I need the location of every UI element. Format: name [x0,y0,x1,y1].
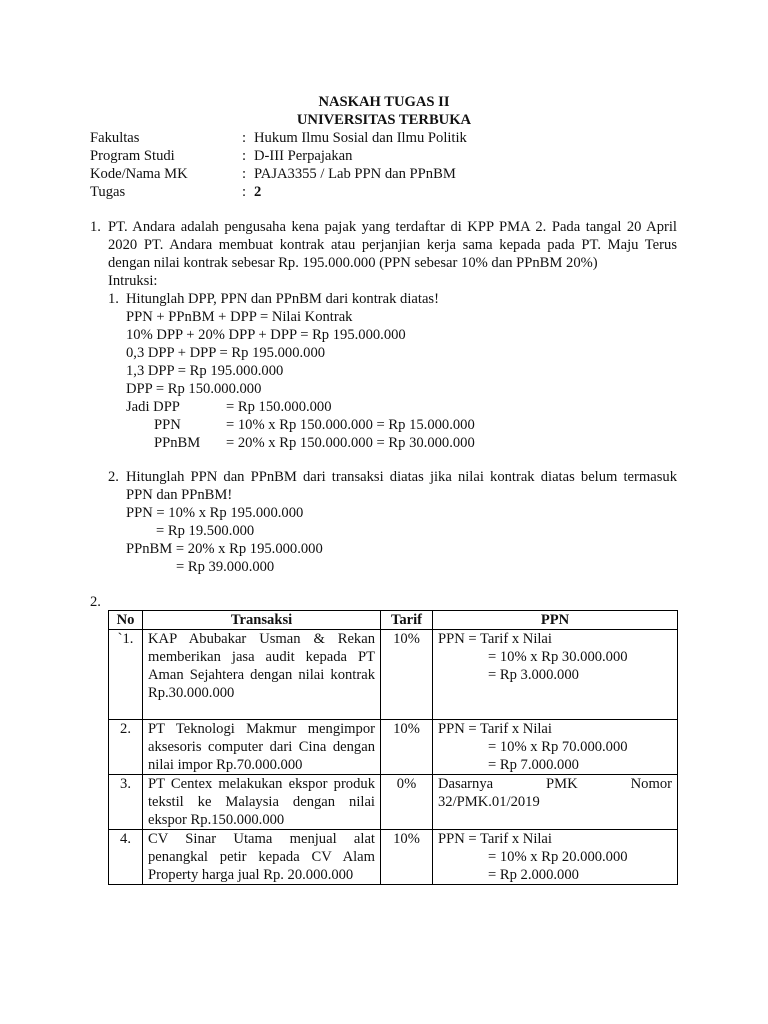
table-row [109,775,678,830]
ppn-basis-word: Nomor [630,776,672,792]
field-value-program-studi: D-III Perpajakan [254,148,353,164]
cell-ppn [433,720,678,775]
calc-line: PPN + PPnBM + DPP = Nilai Kontrak [126,309,353,325]
cell-no: 4. [109,830,143,885]
cell-transaksi: CV Sinar Utama menjual alat penangkal petir kepada CV Alam Property harga jual Rp. 20.000.000 [143,830,381,885]
column-header-tarif: Tarif [381,611,433,630]
cell-tarif: 10% [381,830,433,885]
calc-line: PPnBM = 20% x Rp 195.000.000 [126,541,323,557]
result-label-ppn: PPN [154,417,181,433]
table-header-row [109,611,678,630]
ppn-basis-word: Dasarnya [438,776,494,792]
column-header-ppn: PPN [433,611,678,630]
result-value-ppn: = 10% x Rp 150.000.000 = Rp 15.000.000 [226,417,475,433]
field-label-fakultas: Fakultas [90,130,140,146]
field-label-tugas: Tugas [90,184,126,200]
calc-line: DPP = Rp 150.000.000 [126,381,262,397]
field-colon: : [242,184,247,200]
ppn-line: 32/PMK.01/2019 [438,794,540,810]
sub-question-2-number: 2. [108,469,119,485]
cell-tarif: 10% [381,720,433,775]
question-1-text: PT. Andara adalah pengusaha kena pajak yang terdaftar di KPP PMA 2. Pada tangal 20 April 2020 PT. Andara membuat kontrak atau perjanjian kerja sama kepada pada PT. Maju Terus dengan nilai kontrak sebesar Rp. 195.000.000 (PPN sebesar 10% dan PPnBM 20%) [108,219,677,271]
ppn-line: PPN = Tarif x Nilai [438,721,552,737]
calc-line: = Rp 19.500.000 [156,523,255,539]
field-colon: : [242,130,247,146]
result-value-dpp: = Rp 150.000.000 [226,399,332,415]
cell-no: `1. [109,630,143,720]
ppn-line: PPN = Tarif x Nilai [438,831,552,847]
calc-line: PPN = 10% x Rp 195.000.000 [126,505,304,521]
ppn-line: = Rp 7.000.000 [488,757,579,773]
result-value-ppnbm: = 20% x Rp 150.000.000 = Rp 30.000.000 [226,435,475,451]
calc-line: 0,3 DPP + DPP = Rp 195.000.000 [126,345,326,361]
column-header-transaksi: Transaksi [143,611,381,630]
cell-transaksi: KAP Abubakar Usman & Rekan memberikan jasa audit kepada PT Aman Sejahtera dengan nilai kontrak Rp.30.000.000 [143,630,381,720]
cell-tarif: 10% [381,630,433,720]
ppn-line: = 10% x Rp 20.000.000 [488,849,628,865]
field-colon: : [242,148,247,164]
cell-no: 3. [109,775,143,830]
cell-ppn [433,830,678,885]
cell-tarif: 0% [381,775,433,830]
result-label-ppnbm: PPnBM [154,435,201,451]
table-row [109,830,678,885]
ppn-line: = 10% x Rp 30.000.000 [488,649,628,665]
field-value-kode-mk: PAJA3355 / Lab PPN dan PPnBM [254,166,456,182]
table-row [109,630,678,720]
calc-line: 1,3 DPP = Rp 195.000.000 [126,363,284,379]
sub-question-2-title: Hitunglah PPN dan PPnBM dari transaksi diatas jika nilai kontrak diatas belum termasuk PPN dan PPnBM! [126,469,677,503]
field-label-program-studi: Program Studi [90,148,175,164]
ppn-basis-line [438,775,672,793]
cell-ppn [433,775,678,830]
ppn-line: = Rp 2.000.000 [488,867,579,883]
ppn-line: = Rp 3.000.000 [488,667,579,683]
question-2-number: 2. [90,594,101,610]
result-label-dpp: Jadi DPP [126,399,180,415]
transaction-table [108,610,678,885]
table-row [109,720,678,775]
field-label-kode-mk: Kode/Nama MK [90,166,188,182]
cell-transaksi: PT Centex melakukan ekspor produk tekstil ke Malaysia dengan nilai ekspor Rp.150.000.000 [143,775,381,830]
sub-question-1-number: 1. [108,291,119,307]
cell-no: 2. [109,720,143,775]
question-1-number: 1. [90,219,101,235]
cell-ppn [433,630,678,720]
document-subtitle: UNIVERSITAS TERBUKA [296,112,472,128]
ppn-line: = 10% x Rp 70.000.000 [488,739,628,755]
column-header-no: No [109,611,143,630]
cell-transaksi: PT Teknologi Makmur mengimpor aksesoris computer dari Cina dengan nilai impor Rp.70.000.000 [143,720,381,775]
calc-line: 10% DPP + 20% DPP + DPP = Rp 195.000.000 [126,327,406,343]
field-value-tugas: 2 [254,184,262,200]
ppn-line: PPN = Tarif x Nilai [438,631,552,647]
field-value-fakultas: Hukum Ilmu Sosial dan Ilmu Politik [254,130,467,146]
ppn-basis-word: PMK [546,776,578,792]
calc-line: = Rp 39.000.000 [176,559,275,575]
field-colon: : [242,166,247,182]
sub-question-1-title: Hitunglah DPP, PPN dan PPnBM dari kontrak diatas! [126,291,439,307]
instruction-label: Intruksi: [108,273,158,289]
document-title: NASKAH TUGAS II [318,94,450,110]
